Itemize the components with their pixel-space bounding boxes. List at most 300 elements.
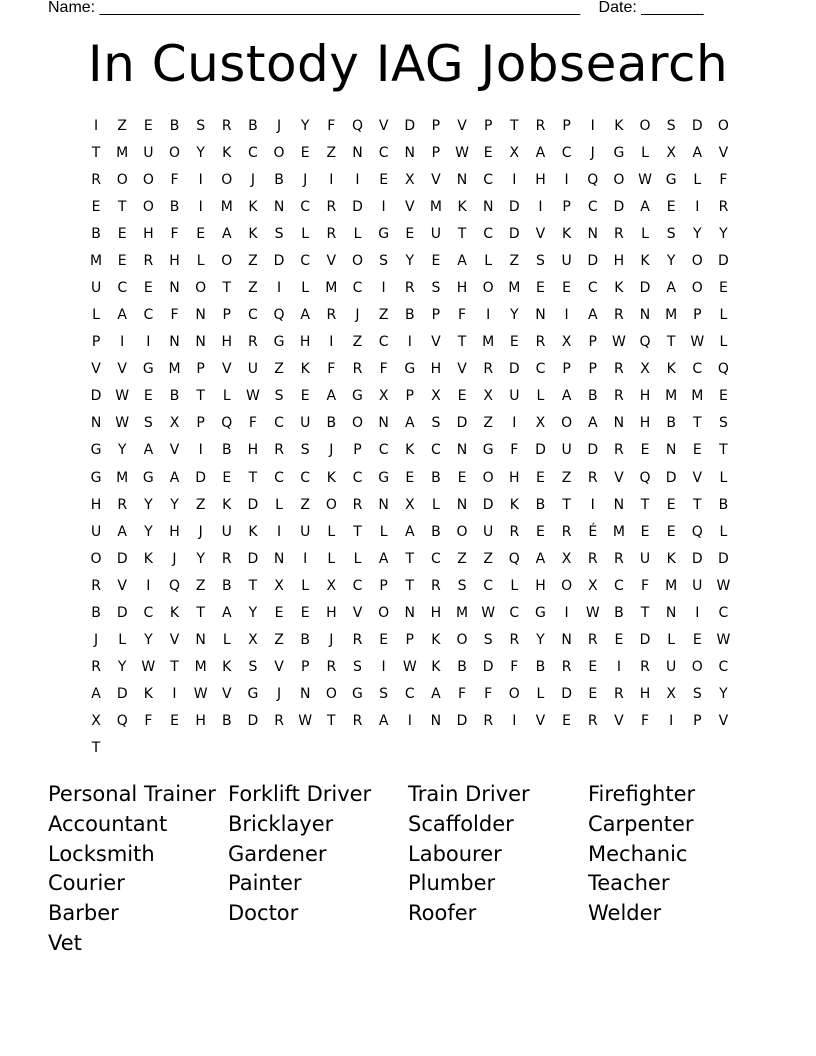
- grid-letter: T: [117, 198, 127, 215]
- grid-letter: C: [718, 604, 729, 621]
- grid-letter: C: [587, 198, 598, 215]
- letter-grid: [83, 112, 737, 762]
- grid-letter: N: [587, 225, 598, 242]
- grid-letter: Y: [144, 632, 153, 649]
- grid-letter: Y: [170, 496, 179, 513]
- grid-letter: V: [221, 361, 232, 378]
- word-list-item: Accountant: [48, 811, 168, 836]
- grid-letter: I: [512, 171, 517, 188]
- grid-letter: I: [512, 713, 517, 730]
- grid-letter: S: [353, 659, 362, 676]
- grid-letter: Q: [639, 469, 651, 486]
- grid-letter: D: [639, 632, 651, 649]
- grid-letter: E: [300, 604, 310, 621]
- grid-letter: S: [300, 442, 310, 459]
- grid-letter: H: [221, 334, 233, 351]
- grid-letter: U: [143, 144, 154, 161]
- grid-letter: C: [248, 144, 258, 161]
- grid-letter: R: [640, 659, 650, 676]
- grid-letter: E: [588, 659, 598, 676]
- grid-letter: I: [276, 280, 282, 296]
- grid-letter: Y: [510, 307, 519, 324]
- grid-letter: B: [274, 171, 284, 188]
- grid-letter: D: [587, 252, 599, 269]
- grid-letter: L: [327, 523, 336, 540]
- grid-letter: D: [587, 442, 599, 459]
- word-list-item: Labourer: [408, 841, 502, 866]
- grid-letter: N: [613, 415, 625, 432]
- word-list: [48, 780, 768, 959]
- grid-letter: Z: [274, 361, 284, 378]
- grid-letter: K: [431, 632, 441, 649]
- grid-letter: C: [143, 307, 154, 324]
- grid-letter: R: [274, 713, 284, 730]
- grid-letter: E: [457, 388, 467, 405]
- grid-letter: R: [352, 496, 363, 513]
- grid-letter: R: [614, 442, 624, 459]
- word-list-item: Scaffolder: [408, 811, 514, 836]
- grid-letter: F: [327, 117, 336, 134]
- grid-letter: V: [431, 334, 441, 351]
- grid-letter: C: [587, 280, 598, 296]
- grid-letter: A: [404, 523, 415, 540]
- grid-letter: J: [250, 171, 255, 188]
- grid-letter: E: [405, 469, 415, 486]
- grid-letter: R: [117, 496, 128, 513]
- grid-letter: P: [431, 144, 441, 161]
- grid-letter: B: [431, 469, 441, 486]
- grid-letter: T: [562, 496, 571, 513]
- grid-letter: Y: [196, 550, 205, 567]
- grid-letter: A: [117, 523, 127, 540]
- grid-letter: O: [325, 496, 337, 513]
- grid-letter: L: [693, 171, 702, 188]
- grid-letter: T: [640, 604, 650, 621]
- grid-letter: M: [325, 280, 338, 296]
- grid-letter: P: [562, 361, 571, 378]
- grid-letter: K: [666, 550, 676, 567]
- grid-letter: O: [456, 523, 468, 540]
- grid-letter: S: [274, 225, 284, 242]
- grid-letter: R: [248, 334, 258, 351]
- grid-letter: S: [379, 686, 389, 703]
- grid-letter: E: [117, 225, 127, 242]
- grid-letter: R: [274, 442, 284, 459]
- grid-letter: W: [115, 415, 130, 432]
- grid-letter: P: [693, 713, 702, 730]
- grid-letter: X: [561, 550, 572, 567]
- grid-letter: G: [142, 469, 154, 486]
- grid-letter: V: [117, 577, 127, 594]
- grid-letter: R: [352, 361, 363, 378]
- grid-letter: W: [611, 334, 626, 351]
- word-list-item: Courier: [48, 871, 125, 896]
- grid-letter: K: [457, 198, 467, 215]
- grid-letter: E: [143, 388, 153, 405]
- grid-letter: N: [665, 442, 677, 459]
- grid-letter: V: [378, 117, 389, 134]
- word-list-item: Plumber: [408, 871, 496, 896]
- grid-letter: D: [116, 686, 128, 703]
- grid-letter: B: [221, 442, 232, 459]
- grid-letter: C: [483, 225, 494, 242]
- grid-letter: U: [639, 550, 651, 567]
- grid-letter: E: [614, 632, 624, 649]
- grid-letter: F: [484, 686, 493, 703]
- grid-letter: T: [196, 388, 205, 405]
- grid-letter: X: [404, 171, 415, 188]
- grid-letter: I: [172, 686, 177, 703]
- grid-letter: R: [352, 632, 363, 649]
- grid-letter: O: [325, 686, 337, 703]
- grid-letter: L: [92, 307, 100, 324]
- grid-letter: R: [614, 388, 624, 405]
- grid-letter: L: [379, 523, 388, 540]
- grid-letter: C: [352, 280, 363, 296]
- grid-letter: K: [614, 280, 624, 296]
- grid-letter: O: [691, 252, 703, 269]
- grid-letter: M: [116, 469, 129, 486]
- grid-letter: É: [588, 523, 598, 540]
- grid-letter: H: [195, 713, 206, 730]
- grid-letter: L: [536, 388, 545, 405]
- grid-letter: A: [221, 225, 232, 242]
- grid-letter: X: [91, 713, 101, 730]
- grid-letter: Y: [144, 523, 153, 540]
- grid-letter: M: [482, 334, 495, 351]
- word-list-item: Locksmith: [48, 841, 155, 866]
- grid-letter: D: [508, 225, 520, 242]
- grid-letter: D: [116, 604, 128, 621]
- grid-letter: I: [407, 713, 412, 730]
- grid-letter: Y: [536, 632, 545, 649]
- grid-letter: C: [352, 577, 363, 594]
- grid-letter: H: [430, 604, 442, 621]
- word-list-item: Vet: [48, 930, 82, 955]
- grid-letter: X: [509, 144, 520, 161]
- word-list-item: Personal Trainer: [48, 782, 216, 806]
- grid-letter: T: [666, 334, 676, 351]
- grid-letter: H: [535, 577, 546, 594]
- grid-letter: E: [91, 198, 101, 215]
- grid-letter: M: [508, 280, 521, 296]
- grid-letter: I: [695, 604, 700, 621]
- grid-letter: T: [719, 442, 728, 459]
- grid-letter: I: [695, 198, 700, 215]
- grid-letter: L: [196, 252, 205, 269]
- grid-letter: B: [535, 496, 546, 513]
- grid-letter: P: [405, 632, 414, 649]
- grid-letter: X: [378, 388, 389, 405]
- grid-letter: R: [614, 225, 624, 242]
- grid-letter: F: [170, 171, 179, 188]
- grid-letter: L: [118, 632, 127, 649]
- word-list-item: Forklift Driver: [228, 782, 372, 806]
- grid-letter: X: [431, 388, 441, 405]
- word-list-item: Welder: [588, 901, 662, 926]
- word-list-item: Firefighter: [588, 782, 696, 806]
- grid-letter: C: [483, 171, 494, 188]
- grid-letter: N: [482, 198, 494, 215]
- grid-letter: I: [564, 171, 569, 188]
- word-list-item: Teacher: [588, 871, 670, 896]
- grid-letter: N: [273, 198, 285, 215]
- grid-letter: G: [90, 469, 102, 486]
- grid-letter: R: [587, 469, 598, 486]
- grid-letter: F: [719, 171, 728, 188]
- grid-letter: A: [300, 307, 310, 324]
- grid-letter: P: [379, 577, 388, 594]
- grid-letter: I: [381, 280, 386, 296]
- grid-letter: E: [457, 469, 467, 486]
- grid-letter: C: [274, 415, 284, 432]
- grid-letter: X: [483, 388, 493, 405]
- grid-letter: W: [245, 388, 260, 405]
- grid-letter: B: [300, 632, 310, 649]
- grid-letter: I: [486, 307, 491, 324]
- grid-letter: J: [329, 632, 334, 649]
- grid-letter: V: [169, 632, 180, 649]
- grid-letter: D: [456, 415, 468, 432]
- grid-letter: H: [639, 415, 651, 432]
- grid-letter: N: [352, 144, 363, 161]
- grid-letter: R: [221, 117, 232, 134]
- grid-letter: I: [616, 659, 621, 676]
- grid-letter: P: [300, 659, 310, 676]
- grid-letter: A: [640, 198, 650, 215]
- grid-letter: E: [509, 334, 519, 351]
- grid-letter: D: [508, 198, 520, 215]
- grid-letter: B: [587, 388, 598, 405]
- grid-letter: I: [538, 198, 543, 215]
- grid-letter: M: [220, 198, 233, 215]
- grid-letter: N: [456, 171, 468, 188]
- grid-letter: F: [144, 713, 153, 730]
- grid-letter: D: [247, 713, 259, 730]
- grid-letter: A: [431, 686, 441, 703]
- grid-letter: P: [222, 307, 231, 324]
- grid-letter: S: [379, 252, 389, 269]
- grid-letter: E: [431, 252, 441, 269]
- grid-letter: R: [221, 550, 232, 567]
- grid-letter: T: [91, 740, 101, 757]
- grid-letter: A: [91, 686, 101, 703]
- grid-letter: K: [169, 604, 180, 621]
- grid-letter: A: [535, 144, 546, 161]
- grid-letter: D: [613, 198, 625, 215]
- grid-letter: X: [535, 415, 546, 432]
- grid-letter: O: [639, 117, 651, 134]
- grid-letter: Y: [196, 144, 205, 161]
- grid-letter: E: [300, 388, 310, 405]
- grid-letter: O: [351, 252, 363, 269]
- grid-letter: R: [535, 117, 546, 134]
- grid-letter: O: [456, 632, 468, 649]
- grid-letter: V: [718, 144, 729, 161]
- date-field-label: Date: _______: [598, 0, 704, 16]
- grid-letter: R: [352, 713, 363, 730]
- grid-letter: H: [169, 252, 180, 269]
- grid-letter: W: [193, 686, 208, 703]
- grid-letter: E: [222, 469, 232, 486]
- grid-letter: J: [329, 442, 334, 459]
- grid-letter: K: [143, 550, 153, 567]
- grid-letter: D: [247, 496, 259, 513]
- grid-letter: U: [561, 442, 572, 459]
- word-list-item: Bricklayer: [228, 811, 334, 836]
- grid-letter: S: [666, 225, 676, 242]
- grid-letter: O: [378, 604, 390, 621]
- grid-letter: F: [640, 713, 650, 730]
- grid-letter: G: [352, 388, 363, 405]
- grid-letter: M: [429, 198, 442, 215]
- grid-letter: P: [91, 334, 101, 351]
- grid-letter: P: [588, 361, 597, 378]
- grid-letter: K: [143, 686, 153, 703]
- grid-letter: D: [691, 117, 703, 134]
- grid-letter: L: [484, 252, 493, 269]
- grid-letter: E: [379, 632, 389, 649]
- grid-letter: R: [326, 659, 337, 676]
- grid-letter: E: [536, 469, 545, 486]
- grid-letter: O: [691, 280, 703, 296]
- grid-letter: N: [561, 632, 572, 649]
- grid-letter: B: [457, 659, 467, 676]
- grid-letter: I: [564, 604, 569, 621]
- grid-letter: T: [693, 415, 702, 432]
- grid-letter: V: [431, 171, 441, 188]
- grid-letter: W: [455, 144, 469, 161]
- grid-letter: B: [169, 388, 180, 405]
- grid-letter: N: [613, 496, 625, 513]
- grid-letter: K: [666, 361, 676, 378]
- grid-letter: H: [169, 523, 180, 540]
- grid-letter: T: [170, 659, 179, 676]
- grid-letter: F: [458, 307, 467, 324]
- name-field-label: Name: ______________________________________________________: [48, 0, 581, 16]
- grid-letter: D: [482, 659, 494, 676]
- grid-letter: Y: [719, 225, 728, 242]
- grid-letter: E: [692, 442, 702, 459]
- grid-letter: Q: [351, 117, 363, 134]
- grid-letter: X: [640, 361, 650, 378]
- grid-letter: P: [693, 307, 702, 324]
- grid-letter: M: [665, 388, 678, 405]
- grid-letter: B: [535, 659, 546, 676]
- grid-letter: C: [561, 144, 572, 161]
- grid-letter: Z: [457, 550, 467, 567]
- grid-letter: R: [587, 632, 598, 649]
- grid-letter: O: [508, 686, 520, 703]
- grid-letter: Z: [378, 307, 389, 324]
- grid-letter: O: [195, 280, 207, 296]
- grid-letter: U: [561, 252, 572, 269]
- grid-letter: F: [458, 686, 467, 703]
- grid-letter: G: [352, 686, 363, 703]
- grid-letter: W: [141, 659, 156, 676]
- grid-letter: K: [222, 144, 232, 161]
- grid-letter: N: [639, 307, 651, 324]
- grid-letter: Y: [300, 117, 310, 134]
- grid-letter: C: [378, 144, 389, 161]
- grid-letter: R: [614, 307, 624, 324]
- grid-letter: J: [94, 632, 99, 649]
- grid-letter: D: [508, 361, 520, 378]
- grid-letter: B: [666, 415, 676, 432]
- grid-letter: R: [614, 686, 624, 703]
- grid-letter: C: [143, 604, 154, 621]
- grid-letter: O: [482, 280, 494, 296]
- grid-letter: Z: [274, 632, 284, 649]
- header-line: [48, 0, 748, 20]
- grid-letter: M: [116, 144, 129, 161]
- grid-letter: O: [561, 415, 573, 432]
- grid-letter: S: [692, 686, 702, 703]
- grid-letter: U: [90, 280, 102, 296]
- grid-letter: B: [404, 307, 415, 324]
- word-list-item: Roofer: [408, 901, 477, 926]
- grid-letter: P: [196, 361, 205, 378]
- grid-letter: U: [509, 388, 520, 405]
- grid-letter: P: [353, 442, 362, 459]
- grid-letter: T: [248, 469, 258, 486]
- grid-letter: T: [405, 577, 415, 594]
- grid-letter: R: [509, 632, 520, 649]
- grid-letter: R: [483, 361, 494, 378]
- word-list-item: Painter: [228, 871, 302, 896]
- grid-letter: G: [247, 686, 259, 703]
- grid-letter: N: [430, 713, 442, 730]
- grid-letter: K: [300, 361, 310, 378]
- grid-letter: E: [170, 713, 179, 730]
- grid-letter: R: [561, 659, 572, 676]
- grid-letter: P: [431, 307, 441, 324]
- grid-letter: V: [614, 713, 624, 730]
- grid-letter: H: [430, 361, 442, 378]
- grid-letter: X: [248, 632, 258, 649]
- grid-letter: J: [276, 686, 282, 703]
- grid-letter: R: [614, 361, 624, 378]
- grid-letter: B: [91, 225, 101, 242]
- grid-letter: O: [90, 550, 102, 567]
- grid-letter: S: [431, 415, 441, 432]
- grid-letter: X: [666, 686, 676, 703]
- grid-letter: O: [221, 252, 233, 269]
- grid-letter: R: [483, 713, 494, 730]
- grid-letter: K: [222, 496, 232, 513]
- grid-letter: B: [221, 713, 232, 730]
- grid-letter: T: [353, 523, 362, 540]
- word-list-item: Carpenter: [588, 811, 694, 836]
- grid-letter: J: [172, 550, 177, 567]
- grid-letter: C: [300, 469, 311, 486]
- grid-letter: K: [248, 198, 258, 215]
- grid-letter: E: [719, 280, 728, 296]
- grid-letter: O: [717, 117, 729, 134]
- grid-letter: V: [117, 361, 127, 378]
- grid-letter: H: [613, 252, 625, 269]
- grid-letter: N: [404, 144, 415, 161]
- grid-letter: Y: [693, 225, 702, 242]
- grid-letter: W: [716, 632, 731, 649]
- grid-letter: I: [381, 659, 386, 676]
- grid-letter: E: [300, 144, 310, 161]
- grid-letter: N: [195, 307, 206, 324]
- grid-letter: D: [404, 117, 416, 134]
- grid-letter: J: [590, 144, 595, 161]
- grid-letter: F: [640, 577, 650, 594]
- grid-letter: Y: [405, 252, 415, 269]
